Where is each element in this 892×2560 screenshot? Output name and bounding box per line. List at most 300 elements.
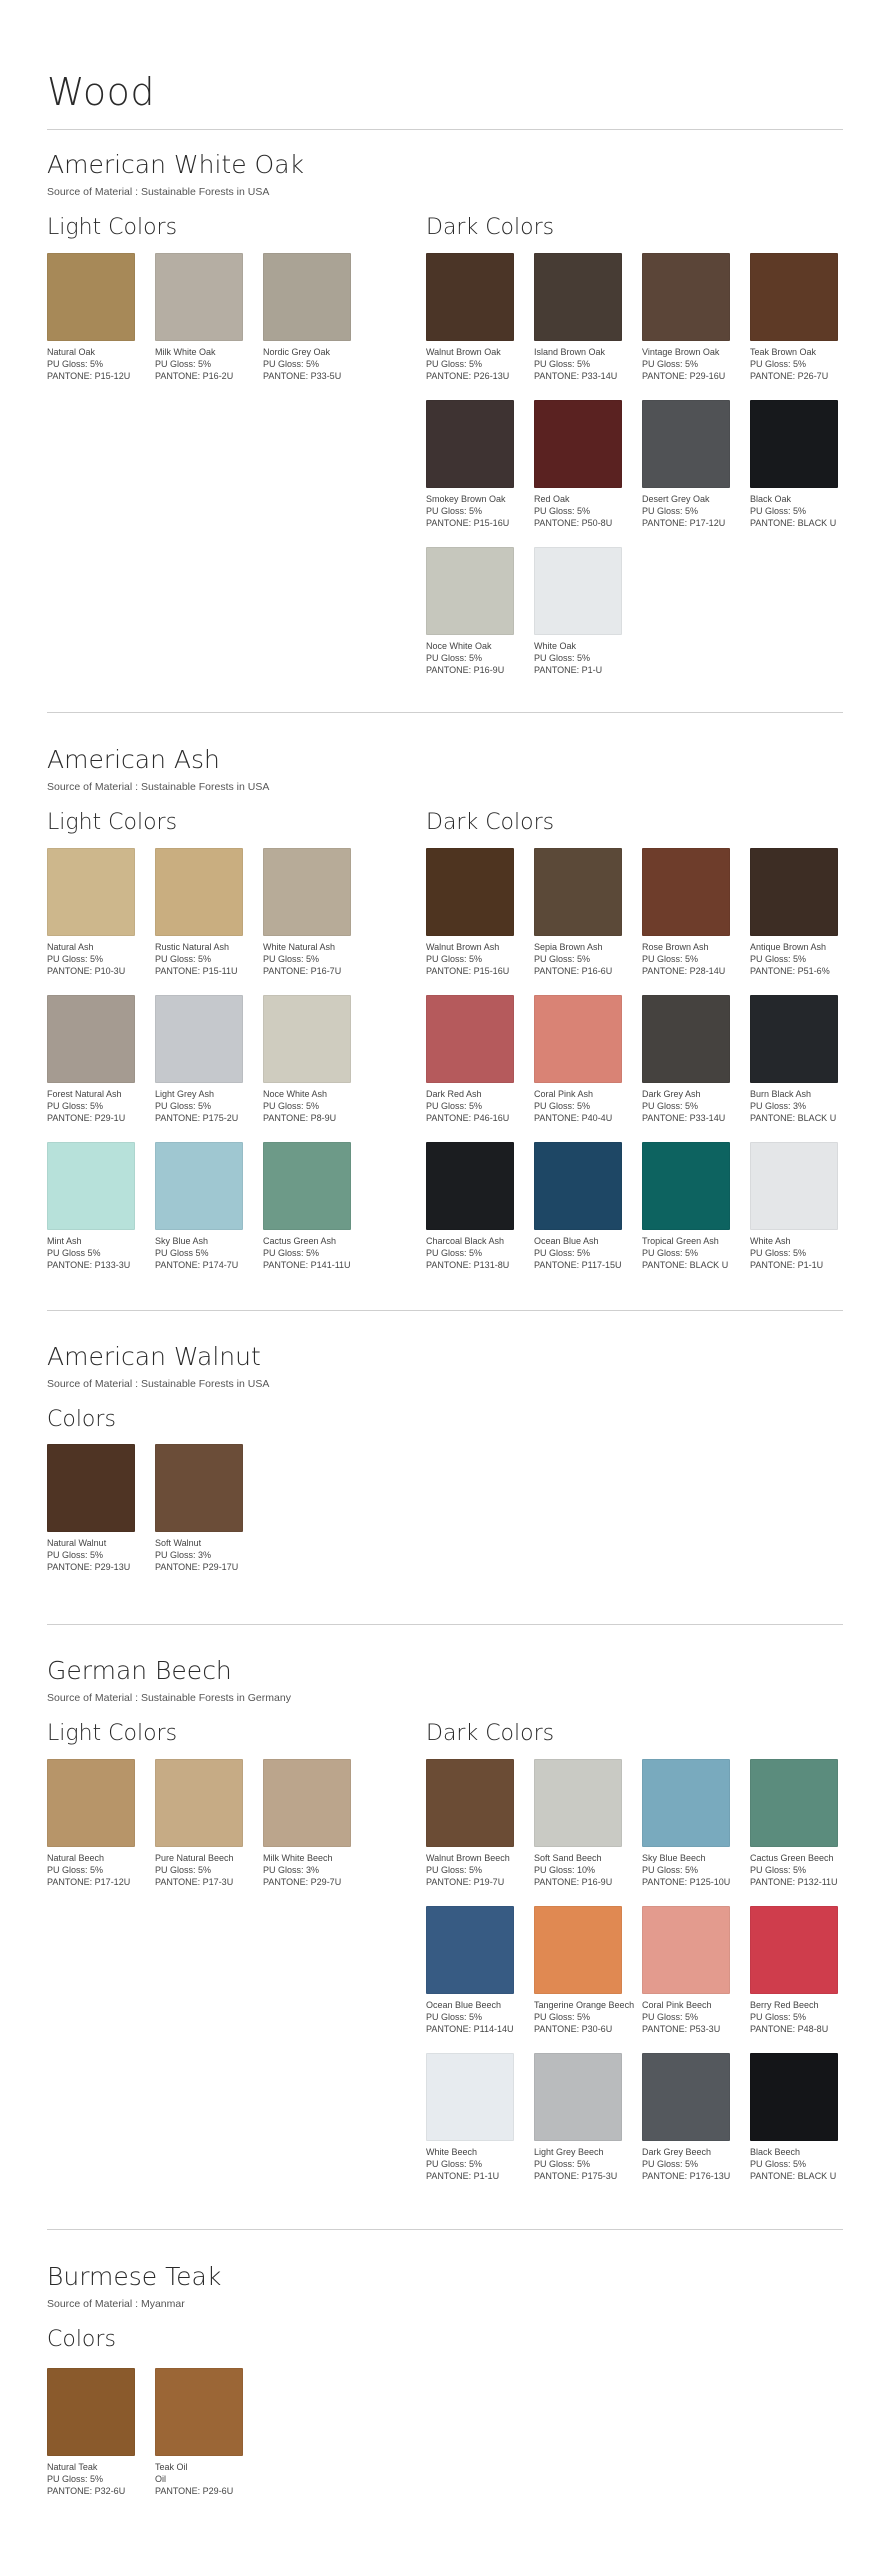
swatch-caption xyxy=(750,493,842,529)
swatch-caption xyxy=(642,1999,734,2035)
swatch-caption xyxy=(534,640,626,676)
swatch-finish: PU Gloss: 5% xyxy=(750,954,807,964)
swatch-caption xyxy=(47,346,139,382)
swatch-finish: PU Gloss: 3% xyxy=(750,1101,807,1111)
swatch-caption xyxy=(155,1852,247,1888)
swatch-card-milk-white-oak[interactable] xyxy=(155,253,247,382)
swatch-caption xyxy=(155,2461,247,2497)
swatch-card-rose-brown-ash[interactable] xyxy=(642,848,734,977)
swatch-name: Natural Ash xyxy=(47,942,94,952)
swatch-pantone: PANTONE: P46-16U xyxy=(426,1113,510,1123)
swatch-name: Ocean Blue Beech xyxy=(426,2000,502,2010)
section-title-german-beech: German Beech xyxy=(47,1656,232,1685)
swatch-card-forest-natural-ash[interactable] xyxy=(47,995,139,1124)
swatch-finish: PU Gloss: 5% xyxy=(642,506,699,516)
swatch-pantone: PANTONE: P1-U xyxy=(534,665,603,675)
swatch-name: Burn Black Ash xyxy=(750,1089,812,1099)
swatch-pantone: PANTONE: P17-12U xyxy=(47,1877,131,1887)
swatch-chip[interactable] xyxy=(47,995,135,1083)
swatch-pantone: PANTONE: P16-6U xyxy=(534,966,613,976)
swatch-chip[interactable] xyxy=(642,1906,730,1994)
swatch-finish: PU Gloss: 5% xyxy=(426,506,483,516)
swatch-chip[interactable] xyxy=(642,1142,730,1230)
swatch-pantone: PANTONE: P17-3U xyxy=(155,1877,234,1887)
swatch-pantone: PANTONE: P15-12U xyxy=(47,371,131,381)
swatch-pantone: PANTONE: P125-10U xyxy=(642,1877,731,1887)
swatch-chip[interactable] xyxy=(750,1906,838,1994)
swatch-chip[interactable] xyxy=(155,848,243,936)
swatch-caption xyxy=(47,1537,139,1573)
swatch-pantone: PANTONE: BLACK U xyxy=(642,1260,729,1270)
swatch-finish: PU Gloss: 5% xyxy=(750,2159,807,2169)
swatch-chip[interactable] xyxy=(534,995,622,1083)
swatch-caption xyxy=(47,1852,139,1888)
swatch-pantone: PANTONE: P176-13U xyxy=(642,2171,731,2181)
swatch-name: Coral Pink Beech xyxy=(642,2000,712,2010)
swatch-name: Vintage Brown Oak xyxy=(642,347,720,357)
swatch-finish: PU Gloss: 3% xyxy=(155,1550,212,1560)
swatch-chip[interactable] xyxy=(642,253,730,341)
swatch-chip[interactable] xyxy=(750,400,838,488)
swatch-chip[interactable] xyxy=(47,1444,135,1532)
swatch-pantone: PANTONE: P10-3U xyxy=(47,966,126,976)
swatch-pantone: PANTONE: P29-16U xyxy=(642,371,726,381)
swatch-name: Natural Oak xyxy=(47,347,96,357)
swatch-card-soft-walnut[interactable] xyxy=(155,1444,247,1573)
swatch-card-noce-white-ash[interactable] xyxy=(263,995,355,1124)
swatch-caption xyxy=(534,1235,626,1271)
swatch-name: Smokey Brown Oak xyxy=(426,494,506,504)
swatch-name: Soft Sand Beech xyxy=(534,1853,602,1863)
swatch-card-coral-pink-beech[interactable] xyxy=(642,1906,734,2035)
swatch-caption xyxy=(263,1852,355,1888)
swatch-caption xyxy=(750,2146,842,2182)
swatch-chip[interactable] xyxy=(534,1906,622,1994)
swatch-caption xyxy=(426,1852,518,1888)
swatch-card-vintage-brown-oak[interactable] xyxy=(642,253,734,382)
swatch-name: Light Grey Ash xyxy=(155,1089,215,1099)
swatch-pantone: PANTONE: P26-7U xyxy=(750,371,829,381)
swatch-chip[interactable] xyxy=(155,995,243,1083)
swatch-pantone: PANTONE: P131-8U xyxy=(426,1260,510,1270)
swatch-card-pure-natural-beech[interactable] xyxy=(155,1759,247,1888)
swatch-caption xyxy=(642,346,734,382)
swatch-card-walnut-brown-ash[interactable] xyxy=(426,848,518,977)
swatch-caption xyxy=(426,1999,518,2035)
swatch-pantone: PANTONE: P29-1U xyxy=(47,1113,126,1123)
swatch-finish: PU Gloss: 5% xyxy=(426,2012,483,2022)
swatch-pantone: PANTONE: P28-14U xyxy=(642,966,726,976)
swatch-name: Tropical Green Ash xyxy=(642,1236,719,1246)
swatch-name: Desert Grey Oak xyxy=(642,494,710,504)
swatch-pantone: PANTONE: P117-15U xyxy=(534,1260,622,1270)
swatch-finish: PU Gloss: 5% xyxy=(750,2012,807,2022)
swatch-card-tropical-green-ash[interactable] xyxy=(642,1142,734,1271)
section-divider xyxy=(47,1624,843,1625)
swatch-caption xyxy=(750,346,842,382)
swatch-caption xyxy=(534,941,626,977)
swatch-chip[interactable] xyxy=(426,2053,514,2141)
swatch-card-ocean-blue-beech[interactable] xyxy=(426,1906,518,2035)
swatch-pantone: PANTONE: P1-1U xyxy=(750,1260,824,1270)
swatch-card-soft-sand-beech[interactable] xyxy=(534,1759,626,1888)
group-title-colors: Colors xyxy=(47,2327,116,2352)
swatch-chip[interactable] xyxy=(642,1759,730,1847)
swatch-chip[interactable] xyxy=(155,253,243,341)
section-title-american-ash: American Ash xyxy=(47,745,220,774)
swatch-finish: PU Gloss: 5% xyxy=(263,954,320,964)
swatch-name: Walnut Brown Ash xyxy=(426,942,500,952)
swatch-finish: PU Gloss: 5% xyxy=(426,954,483,964)
swatch-chip[interactable] xyxy=(426,547,514,635)
swatch-name: Teak Oil xyxy=(155,2462,188,2472)
swatch-card-sky-blue-beech[interactable] xyxy=(642,1759,734,1888)
swatch-caption xyxy=(426,1088,518,1124)
swatch-finish: PU Gloss: 5% xyxy=(263,1248,320,1258)
swatch-card-teak-brown-oak[interactable] xyxy=(750,253,842,382)
swatch-card-burn-black-ash[interactable] xyxy=(750,995,842,1124)
swatch-finish: PU Gloss: 5% xyxy=(155,359,212,369)
swatch-chip[interactable] xyxy=(534,2053,622,2141)
swatch-pantone: PANTONE: P30-6U xyxy=(534,2024,613,2034)
swatch-chip[interactable] xyxy=(426,848,514,936)
swatch-name: Sepia Brown Ash xyxy=(534,942,603,952)
swatch-name: Teak Brown Oak xyxy=(750,347,817,357)
swatch-chip[interactable] xyxy=(47,848,135,936)
swatch-pantone: PANTONE: BLACK U xyxy=(750,518,837,528)
swatch-card-red-oak[interactable] xyxy=(534,400,626,529)
group-title-dark-colors: Dark Colors xyxy=(426,215,555,240)
swatch-finish: PU Gloss: 5% xyxy=(426,1865,483,1875)
swatch-name: Rustic Natural Ash xyxy=(155,942,230,952)
swatch-card-natural-ash[interactable] xyxy=(47,848,139,977)
swatch-chip[interactable] xyxy=(47,253,135,341)
swatch-chip[interactable] xyxy=(263,1759,351,1847)
swatch-name: Light Grey Beech xyxy=(534,2147,604,2157)
swatch-caption xyxy=(155,941,247,977)
swatch-name: Mint Ash xyxy=(47,1236,82,1246)
swatch-card-dark-red-ash[interactable] xyxy=(426,995,518,1124)
swatch-name: Rose Brown Ash xyxy=(642,942,709,952)
swatch-finish: PU Gloss: 5% xyxy=(750,506,807,516)
swatch-card-noce-white-oak[interactable] xyxy=(426,547,518,676)
swatch-chip[interactable] xyxy=(155,2368,243,2456)
swatch-name: Soft Walnut xyxy=(155,1538,202,1548)
swatch-card-dark-grey-beech[interactable] xyxy=(642,2053,734,2182)
swatch-name: Dark Grey Ash xyxy=(642,1089,701,1099)
swatch-pantone: PANTONE: P29-7U xyxy=(263,1877,342,1887)
swatch-chip[interactable] xyxy=(534,848,622,936)
swatch-card-natural-oak[interactable] xyxy=(47,253,139,382)
swatch-finish: PU Gloss: 5% xyxy=(642,2159,699,2169)
swatch-card-walnut-brown-beech[interactable] xyxy=(426,1759,518,1888)
swatch-finish: PU Gloss: 5% xyxy=(426,1101,483,1111)
swatch-chip[interactable] xyxy=(47,1142,135,1230)
swatch-card-sepia-brown-ash[interactable] xyxy=(534,848,626,977)
swatch-chip[interactable] xyxy=(155,1142,243,1230)
swatch-finish: PU Gloss: 5% xyxy=(155,1101,212,1111)
swatch-name: Island Brown Oak xyxy=(534,347,606,357)
swatch-card-light-grey-ash[interactable] xyxy=(155,995,247,1124)
swatch-chip[interactable] xyxy=(155,1444,243,1532)
swatch-finish: PU Gloss: 5% xyxy=(750,359,807,369)
swatch-card-white-beech[interactable] xyxy=(426,2053,518,2182)
swatch-finish: PU Gloss: 3% xyxy=(263,1865,320,1875)
swatch-caption xyxy=(426,2146,518,2182)
swatch-chip[interactable] xyxy=(263,995,351,1083)
swatch-finish: PU Gloss 5% xyxy=(155,1248,209,1258)
swatch-pantone: PANTONE: P1-1U xyxy=(426,2171,500,2181)
swatch-caption xyxy=(426,640,518,676)
swatch-chip[interactable] xyxy=(642,848,730,936)
swatch-pantone: PANTONE: P32-6U xyxy=(47,2486,126,2496)
swatch-caption xyxy=(642,2146,734,2182)
swatch-pantone: PANTONE: P8-9U xyxy=(263,1113,337,1123)
swatch-card-natural-walnut[interactable] xyxy=(47,1444,139,1573)
swatch-name: Tangerine Orange Beech xyxy=(534,2000,635,2010)
swatch-chip[interactable] xyxy=(426,1906,514,1994)
swatch-name: Dark Grey Beech xyxy=(642,2147,712,2157)
swatch-chip[interactable] xyxy=(426,1759,514,1847)
swatch-pantone: PANTONE: P29-13U xyxy=(47,1562,131,1572)
swatch-finish: PU Gloss: 5% xyxy=(642,2012,699,2022)
swatch-pantone: PANTONE: P175-3U xyxy=(534,2171,618,2181)
swatch-pantone: PANTONE: P48-8U xyxy=(750,2024,829,2034)
swatch-caption xyxy=(155,1088,247,1124)
swatch-caption xyxy=(263,941,355,977)
swatch-caption xyxy=(534,1852,626,1888)
swatch-card-rustic-natural-ash[interactable] xyxy=(155,848,247,977)
swatch-card-smokey-brown-oak[interactable] xyxy=(426,400,518,529)
swatch-chip[interactable] xyxy=(642,400,730,488)
swatch-pantone: PANTONE: P141-11U xyxy=(263,1260,351,1270)
swatch-chip[interactable] xyxy=(534,1759,622,1847)
swatch-pantone: PANTONE: P29-17U xyxy=(155,1562,239,1572)
swatch-card-sky-blue-ash[interactable] xyxy=(155,1142,247,1271)
swatch-caption xyxy=(750,941,842,977)
swatch-name: Berry Red Beech xyxy=(750,2000,819,2010)
swatch-finish: PU Gloss: 5% xyxy=(534,1101,591,1111)
swatch-card-walnut-brown-oak[interactable] xyxy=(426,253,518,382)
group-title-colors: Colors xyxy=(47,1407,116,1432)
swatch-caption xyxy=(155,1537,247,1573)
swatch-card-desert-grey-oak[interactable] xyxy=(642,400,734,529)
swatch-name: Pure Natural Beech xyxy=(155,1853,234,1863)
swatch-caption xyxy=(426,1235,518,1271)
swatch-chip[interactable] xyxy=(750,848,838,936)
swatch-chip[interactable] xyxy=(642,2053,730,2141)
swatch-card-cactus-green-ash[interactable] xyxy=(263,1142,355,1271)
swatch-name: White Beech xyxy=(426,2147,478,2157)
swatch-pantone: PANTONE: P51-6% xyxy=(750,966,830,976)
swatch-finish: PU Gloss: 5% xyxy=(534,506,591,516)
swatch-finish: PU Gloss: 5% xyxy=(426,1248,483,1258)
swatch-finish: PU Gloss: 10% xyxy=(534,1865,596,1875)
swatch-caption xyxy=(47,1235,139,1271)
swatch-card-black-oak[interactable] xyxy=(750,400,842,529)
swatch-pantone: PANTONE: P15-11U xyxy=(155,966,238,976)
swatch-card-berry-red-beech[interactable] xyxy=(750,1906,842,2035)
title-divider xyxy=(47,129,843,130)
swatch-card-light-grey-beech[interactable] xyxy=(534,2053,626,2182)
swatch-pantone: PANTONE: P53-3U xyxy=(642,2024,721,2034)
swatch-name: Noce White Ash xyxy=(263,1089,328,1099)
swatch-finish: PU Gloss: 5% xyxy=(642,1865,699,1875)
section-source: Source of Material : Sustainable Forests in USA xyxy=(47,186,270,198)
swatch-caption xyxy=(534,1999,635,2035)
swatch-card-milk-white-beech[interactable] xyxy=(263,1759,355,1888)
group-title-light-colors: Light Colors xyxy=(47,215,178,240)
swatch-name: Natural Teak xyxy=(47,2462,98,2472)
swatch-caption xyxy=(534,346,626,382)
swatch-card-white-natural-ash[interactable] xyxy=(263,848,355,977)
swatch-pantone: PANTONE: P175-2U xyxy=(155,1113,239,1123)
swatch-name: White Ash xyxy=(750,1236,791,1246)
swatch-finish: PU Gloss: 5% xyxy=(263,359,320,369)
swatch-caption xyxy=(426,941,518,977)
swatch-pantone: PANTONE: P174-7U xyxy=(155,1260,239,1270)
section-source: Source of Material : Sustainable Forests in USA xyxy=(47,1378,270,1390)
swatch-chip[interactable] xyxy=(534,1142,622,1230)
swatch-card-natural-beech[interactable] xyxy=(47,1759,139,1888)
swatch-name: Nordic Grey Oak xyxy=(263,347,331,357)
swatch-pantone: PANTONE: P15-16U xyxy=(426,518,510,528)
swatch-chip[interactable] xyxy=(750,1142,838,1230)
swatch-pantone: PANTONE: P19-7U xyxy=(426,1877,505,1887)
swatch-chip[interactable] xyxy=(47,2368,135,2456)
swatch-chip[interactable] xyxy=(426,253,514,341)
swatch-pantone: PANTONE: BLACK U xyxy=(750,2171,837,2181)
swatch-finish: Oil xyxy=(155,2474,166,2484)
swatch-caption xyxy=(750,1999,842,2035)
swatch-chip[interactable] xyxy=(534,253,622,341)
swatch-name: Antique Brown Ash xyxy=(750,942,827,952)
swatch-name: Sky Blue Beech xyxy=(642,1853,706,1863)
swatch-card-natural-teak[interactable] xyxy=(47,2368,139,2497)
swatch-name: Red Oak xyxy=(534,494,570,504)
swatch-chip[interactable] xyxy=(534,547,622,635)
swatch-chip[interactable] xyxy=(263,253,351,341)
swatch-finish: PU Gloss: 5% xyxy=(642,1248,699,1258)
swatch-chip[interactable] xyxy=(426,995,514,1083)
swatch-caption xyxy=(642,1852,734,1888)
swatch-chip[interactable] xyxy=(155,1759,243,1847)
group-title-light-colors: Light Colors xyxy=(47,810,178,835)
section-divider xyxy=(47,1310,843,1311)
swatch-finish: PU Gloss: 5% xyxy=(534,1248,591,1258)
swatch-chip[interactable] xyxy=(426,400,514,488)
swatch-card-nordic-grey-oak[interactable] xyxy=(263,253,355,382)
swatch-name: White Natural Ash xyxy=(263,942,336,952)
swatch-chip[interactable] xyxy=(263,848,351,936)
swatch-finish: PU Gloss: 5% xyxy=(534,653,591,663)
swatch-name: Walnut Brown Oak xyxy=(426,347,501,357)
swatch-name: Sky Blue Ash xyxy=(155,1236,209,1246)
swatch-caption xyxy=(642,941,734,977)
swatch-name: Forest Natural Ash xyxy=(47,1089,122,1099)
swatch-caption xyxy=(642,1088,734,1124)
swatch-name: Milk White Oak xyxy=(155,347,216,357)
swatch-name: Cactus Green Beech xyxy=(750,1853,834,1863)
swatch-name: Milk White Beech xyxy=(263,1853,333,1863)
swatch-name: Charcoal Black Ash xyxy=(426,1236,505,1246)
swatch-caption xyxy=(426,346,518,382)
swatch-finish: PU Gloss: 5% xyxy=(47,2474,104,2484)
swatch-pantone: PANTONE: P33-14U xyxy=(534,371,618,381)
swatch-card-charcoal-black-ash[interactable] xyxy=(426,1142,518,1271)
swatch-pantone: PANTONE: P33-14U xyxy=(642,1113,726,1123)
swatch-finish: PU Gloss: 5% xyxy=(47,1865,104,1875)
swatch-chip[interactable] xyxy=(750,995,838,1083)
swatch-caption xyxy=(750,1088,842,1124)
swatch-caption xyxy=(534,493,626,529)
section-divider xyxy=(47,2229,843,2230)
swatch-pantone: PANTONE: P33-5U xyxy=(263,371,342,381)
swatch-card-tangerine-orange-beech[interactable] xyxy=(534,1906,635,2035)
group-title-light-colors: Light Colors xyxy=(47,1721,178,1746)
swatch-card-white-ash[interactable] xyxy=(750,1142,842,1271)
swatch-card-mint-ash[interactable] xyxy=(47,1142,139,1271)
swatch-card-coral-pink-ash[interactable] xyxy=(534,995,626,1124)
swatch-finish: PU Gloss: 5% xyxy=(534,954,591,964)
swatch-pantone: PANTONE: P16-9U xyxy=(534,1877,613,1887)
swatch-caption xyxy=(263,1088,355,1124)
swatch-name: Walnut Brown Beech xyxy=(426,1853,510,1863)
swatch-card-antique-brown-ash[interactable] xyxy=(750,848,842,977)
swatch-finish: PU Gloss: 5% xyxy=(155,1865,212,1875)
swatch-chip[interactable] xyxy=(750,1759,838,1847)
swatch-caption xyxy=(155,346,247,382)
swatch-finish: PU Gloss: 5% xyxy=(426,359,483,369)
swatch-caption xyxy=(534,1088,626,1124)
swatch-card-island-brown-oak[interactable] xyxy=(534,253,626,382)
swatch-finish: PU Gloss: 5% xyxy=(47,359,104,369)
swatch-finish: PU Gloss: 5% xyxy=(750,1865,807,1875)
swatch-finish: PU Gloss: 5% xyxy=(534,2159,591,2169)
swatch-caption xyxy=(642,1235,734,1271)
swatch-finish: PU Gloss: 5% xyxy=(534,2012,591,2022)
section-divider xyxy=(47,712,843,713)
swatch-name: White Oak xyxy=(534,641,577,651)
swatch-chip[interactable] xyxy=(750,2053,838,2141)
swatch-pantone: PANTONE: P114-14U xyxy=(426,2024,514,2034)
swatch-name: Dark Red Ash xyxy=(426,1089,482,1099)
swatch-card-black-beech[interactable] xyxy=(750,2053,842,2182)
swatch-chip[interactable] xyxy=(426,1142,514,1230)
swatch-card-dark-grey-ash[interactable] xyxy=(642,995,734,1124)
swatch-chip[interactable] xyxy=(750,253,838,341)
swatch-finish: PU Gloss: 5% xyxy=(750,1248,807,1258)
page-title: Wood xyxy=(47,70,155,114)
swatch-pantone: PANTONE: BLACK U xyxy=(750,1113,837,1123)
swatch-chip[interactable] xyxy=(263,1142,351,1230)
swatch-card-white-oak[interactable] xyxy=(534,547,626,676)
swatch-caption xyxy=(47,2461,139,2497)
section-title-american-white-oak: American White Oak xyxy=(47,150,305,179)
swatch-card-ocean-blue-ash[interactable] xyxy=(534,1142,626,1271)
swatch-chip[interactable] xyxy=(534,400,622,488)
swatch-pantone: PANTONE: P133-3U xyxy=(47,1260,131,1270)
swatch-card-teak-oil[interactable] xyxy=(155,2368,247,2497)
swatch-card-cactus-green-beech[interactable] xyxy=(750,1759,842,1888)
swatch-pantone: PANTONE: P17-12U xyxy=(642,518,726,528)
swatch-chip[interactable] xyxy=(642,995,730,1083)
swatch-finish: PU Gloss: 5% xyxy=(263,1101,320,1111)
swatch-finish: PU Gloss: 5% xyxy=(47,1101,104,1111)
swatch-chip[interactable] xyxy=(47,1759,135,1847)
swatch-pantone: PANTONE: P16-9U xyxy=(426,665,505,675)
swatch-finish: PU Gloss: 5% xyxy=(47,1550,104,1560)
